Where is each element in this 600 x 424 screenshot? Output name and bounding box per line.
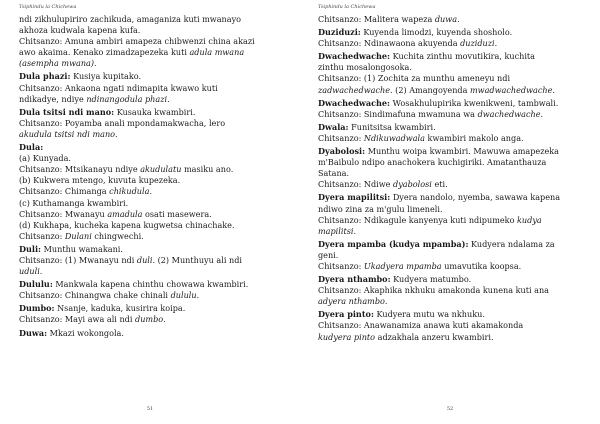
right-page (300, 0, 600, 424)
example-line: Chitsanzo: Poyamba anali mpondamakwacha, lero (19, 117, 226, 128)
headword: Dula tsitsi ndi mano: (19, 106, 115, 117)
headword: Dyabolosi: (318, 146, 366, 157)
headword: Duli: (19, 243, 42, 254)
entry-dyera-mapilitsi (318, 192, 588, 236)
definition: Kudyera ndalama za (468, 238, 555, 249)
example-line: Chitsanzo: Ndiwe dyabolosi eti. (318, 179, 448, 190)
entry-dumbo (19, 303, 290, 325)
example-line: adyera nthambo. (318, 296, 388, 307)
definition: Kusiya kupitako. (70, 71, 142, 82)
example-line: Chitsanzo: Sindimafuna mwamuna wa dwachedwache. (318, 108, 544, 119)
sense-line: (d) Kukhapa, kucheka kapena kugwetsa chinachake. (19, 219, 235, 230)
text-line: geni. (318, 249, 339, 260)
running-head: Tsiphindu la Chichewa (19, 4, 77, 10)
entry-duli (19, 244, 290, 277)
definition: Funitsitsa kwambiri. (348, 121, 436, 132)
entry-dyera-mpamba (318, 239, 588, 272)
headword: Dula phazi: (19, 71, 71, 82)
sense-line: (a) Kunyada. (19, 153, 71, 164)
example-line: Chitsanzo: Amuna ambiri amapeza chibwenzi china akazi (19, 36, 255, 47)
entry-dyera-nthambo (318, 274, 588, 307)
page-number: 51 (146, 406, 154, 412)
example-line: Chitsanzo: Mayi awa ali ndi dumbo. (19, 314, 166, 325)
example-line: Chitsanzo: Ndikuwadwala kwambiri makolo anga. (318, 132, 524, 143)
example-line: Chitsanzo: Ndikagule kanyenya kuti ndipumeko kudya (318, 214, 542, 225)
example-line: Chitsanzo: (1) Zochita za munthu ameneyu ndi (318, 73, 511, 84)
entry-dyabolosi (318, 146, 588, 190)
text-line: akhoza kudwala kapena kufa. (19, 25, 141, 36)
example-line: Chitsanzo: Dulani chingwechi. (19, 230, 144, 241)
example-line: kudyera pinto adzakhala anzeru kwambiri. (318, 331, 494, 342)
text-line: ndiwo zina za m'gulu limeneli. (318, 203, 443, 214)
definition: Kuchita zinthu movutikira, kuchita (390, 51, 536, 62)
entry-continuation (19, 14, 290, 69)
headword: Dyera nthambo: (318, 274, 391, 285)
page-number: 52 (446, 406, 454, 412)
definition: Kudyera matumbo. (390, 274, 472, 285)
entry-list (318, 14, 588, 343)
example-line: uduli. (19, 266, 43, 277)
example-line: Chitsanzo: Ukadyera mpamba umavutika koopsa. (318, 260, 522, 271)
definition: Kusauka kwambiri. (114, 106, 196, 117)
headword: Dyera mapilitsi: (318, 192, 391, 203)
example-line: Chitsanzo: Mwanayu amadula osati masewera. (19, 208, 212, 219)
example-line: Chitsanzo: Anawanamiza anawa kuti akamakonda (318, 320, 524, 331)
definition: Kudyera mutu wa nkhuku. (373, 309, 485, 320)
definition: Wosakhulupirika kwenikweni, tambwali. (390, 97, 559, 108)
text-line: ndi zikhulupiriro zachikuda, amaganiza kuti mwanayo (19, 14, 242, 24)
entry-duziduzi (318, 27, 588, 49)
example-line: zadwachedwache. (2) Amangoyenda mwadwachedwache. (318, 84, 555, 95)
headword: Dyera pinto: (318, 309, 374, 320)
entry-dwachedwache-2 (318, 98, 588, 120)
definition: Mkazi wokongola. (47, 327, 124, 338)
example-line: ndikadye, ndiye ndinangodula phazi. (19, 93, 170, 104)
example-line: akudula tsitsi ndi mano. (19, 128, 118, 139)
example-line: mapilitsi. (318, 225, 357, 236)
definition: Munthu wamakani. (41, 243, 123, 254)
entry-dula-tsitsi (19, 107, 290, 140)
headword: Dumbo: (19, 303, 55, 314)
headword: Duwa: (19, 327, 48, 338)
example-line: (asempha mwana). (19, 58, 97, 69)
entry-list (19, 14, 290, 339)
definition: Mankwala kapena chinthu chowawa kwambiri. (52, 279, 249, 290)
entry-dula-phazi (19, 71, 290, 104)
example-line: Chitsanzo: Chinangwa chake chinali dululu. (19, 290, 200, 301)
example-line: Chitsanzo: Mtsikanayu ndiye akudulatu masiku ano. (19, 164, 234, 175)
headword: Dwala: (318, 121, 349, 132)
example-line: Chitsanzo: Malitera wapeza duwa. (318, 14, 460, 24)
text-line: m'Baibulo ndipo anachokera kuchigiriki. Amatanthauza (318, 157, 547, 168)
headword: Dululu: (19, 279, 53, 290)
text-line: Satana. (318, 168, 350, 179)
entry-dwala (318, 122, 588, 144)
example-line: awo akaima. Kenako zimadzapezeka kuti adula mwana (19, 47, 245, 58)
entry-dwachedwache-1 (318, 51, 588, 95)
running-head: Tsiphindu la Chichewa (318, 4, 376, 10)
text-line: zinthu mosalongosoka. (318, 62, 412, 73)
entry-dula (19, 142, 290, 242)
definition: Munthu woipa kwambiri. Mawuwa amapezeka (365, 146, 559, 157)
sense-line: (c) Kuthamanga kwambiri. (19, 197, 129, 208)
definition: Dyera nandolo, nyemba, sawawa kapena (390, 192, 561, 203)
entry-duwa (19, 328, 290, 339)
headword: Duziduzi: (318, 27, 361, 38)
definition: Kuyenda limodzi, kuyenda shosholo. (360, 27, 513, 38)
headword: Dwachedwache: (318, 97, 391, 108)
example-line: Chitsanzo: Chimanga chikudula. (19, 186, 153, 197)
headword: Dula: (19, 142, 44, 153)
example-line: Chitsanzo: Ndinawaona akuyenda duziduzi. (318, 38, 498, 49)
headword: Dyera mpamba (kudya mpamba): (318, 238, 469, 249)
sense-line: (b) Kukwera mtengo, kuvuta kupezeka. (19, 175, 181, 186)
example-line: Chitsanzo: (1) Mwanayu ndi duli. (2) Munthuyu ali ndi (19, 254, 242, 265)
example-line: Chitsanzo: Ankaona ngati ndimapita kwawo kuti (19, 82, 218, 93)
entry-continuation (318, 14, 588, 25)
headword: Dwachedwache: (318, 51, 391, 62)
example-line: Chitsanzo: Akaphika nkhuku amakonda kunena kuti ana (318, 285, 549, 296)
entry-dululu (19, 279, 290, 301)
definition: Nsanje, kaduka, kusirira koipa. (54, 303, 186, 314)
entry-dyera-pinto (318, 309, 588, 342)
